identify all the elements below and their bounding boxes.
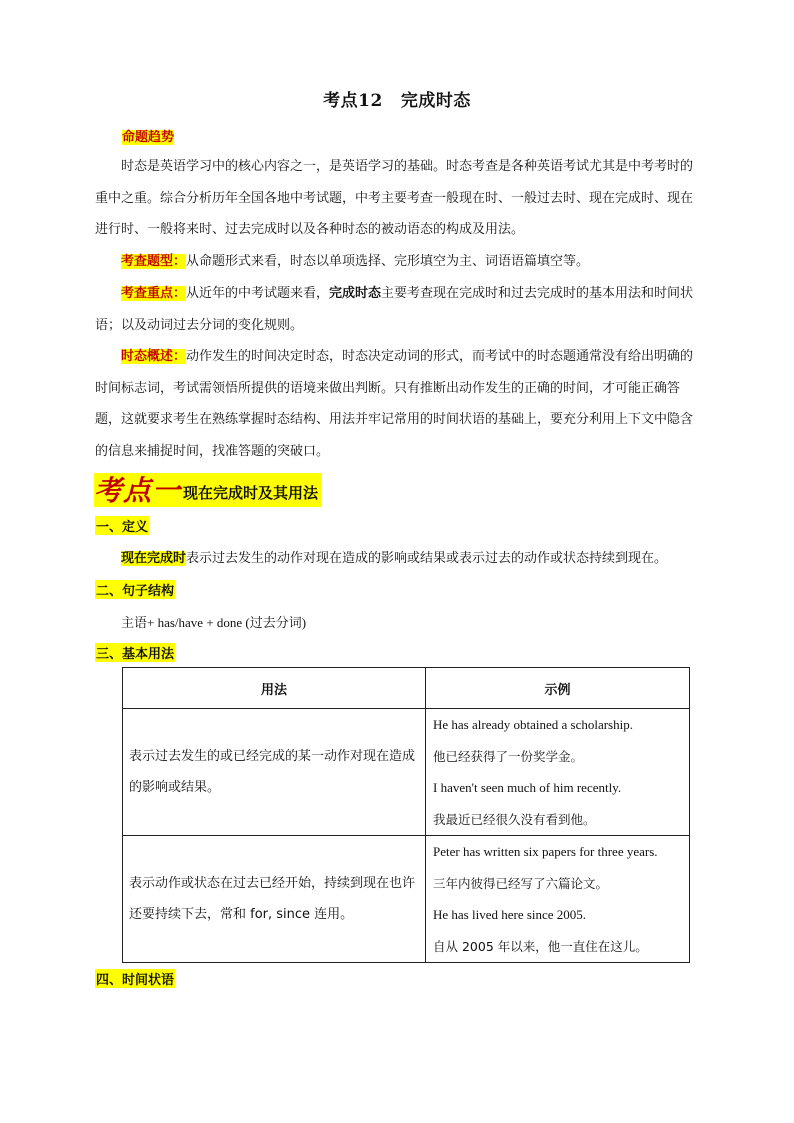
table-row <box>123 836 690 963</box>
focus-paragraph: 考查重点：从近年的中考试题来看，完成时态主要考查现在完成时和过去完成时的基本用法和时间状语；以及动词过去分词的变化规则。 <box>95 286 694 333</box>
section-definition-heading: 一、定义 <box>95 516 149 535</box>
example-en: He has lived here since 2005. <box>433 907 587 922</box>
focus-label: 考查重点： <box>121 286 187 301</box>
focus-bold: 完成时态 <box>329 286 382 301</box>
trend-label: 命题趋势 <box>122 130 175 145</box>
header-usage: 用法 <box>123 668 426 709</box>
example-zh: 自从 2005 年以来，他一直住在这儿。 <box>433 938 648 954</box>
definition-term: 现在完成时 <box>121 551 187 566</box>
example-zh: 我最近已经很久没有看到他。 <box>433 811 596 827</box>
example-zh: 三年内彼得已经写了六篇论文。 <box>433 875 609 891</box>
usage-table <box>122 667 690 963</box>
usage-cell: 表示过去发生的或已经完成的某一动作对现在造成的影响或结果。 <box>123 709 426 836</box>
title-number: 考点12 <box>323 91 383 111</box>
definition-text: 现在完成时表示过去发生的动作对现在造成的影响或结果或表示过去的动作或状态持续到现在。 <box>121 551 668 566</box>
kaodian-banner <box>94 473 322 507</box>
example-cell <box>426 836 690 963</box>
section-adverbial-heading: 四、时间状语 <box>95 969 175 988</box>
section-structure-heading: 二、句子结构 <box>95 580 175 599</box>
kaodian-title: 现在完成时及其用法 <box>183 484 319 502</box>
header-example: 示例 <box>426 668 690 709</box>
table-row <box>123 709 690 836</box>
question-type-paragraph: 考查题型：从命题形式来看，时态以单项选择、完形填空为主、词语语篇填空等。 <box>121 254 590 269</box>
overview-paragraph: 时态概述：动作发生的时间决定时态，时态决定动词的形式，而考试中的时态题通常没有给出明确的时间标志词，考试需领悟所提供的语境来做出判断。只有推断出动作发生的正确的时间，才可能正确答题，这就要求考生在熟练掌握时态结构、用法并牢记常用的时间状语的基础上，要充分利用上下文中隐含的信息来捕捉时间，找准答题的突破口。 <box>95 349 694 459</box>
usage-cell: 表示动作或状态在过去已经开始，持续到现在也许还要持续下去，常和 for, since 连用。 <box>123 836 426 963</box>
table-header-row <box>123 668 690 709</box>
trend-paragraph: 时态是英语学习中的核心内容之一，是英语学习的基础。时态考查是各种英语考试尤其是中考考时的重中之重。综合分析历年全国各地中考试题，中考主要考查一般现在时、一般过去时、现在完成时、现在进行时、一般将来时、过去完成时以及各种时态的被动语态的构成及用法。 <box>95 159 694 237</box>
section-usage-heading: 三、基本用法 <box>95 643 175 662</box>
overview-label: 时态概述： <box>121 349 187 364</box>
question-type-label: 考查题型： <box>121 254 187 269</box>
example-zh: 他已经获得了一份奖学金。 <box>433 748 584 764</box>
example-en: Peter has written six papers for three years. <box>433 844 658 859</box>
structure-formula: 主语+ has/have + done (过去分词) <box>121 615 307 630</box>
kaodian-number: 考点一 <box>94 474 182 507</box>
example-en: I haven't seen much of him recently. <box>433 780 622 795</box>
example-en: He has already obtained a scholarship. <box>433 717 633 732</box>
page-title <box>0 86 794 111</box>
example-cell <box>426 709 690 836</box>
title-name: 完成时态 <box>400 91 471 111</box>
trend-label-wrap <box>122 126 174 145</box>
